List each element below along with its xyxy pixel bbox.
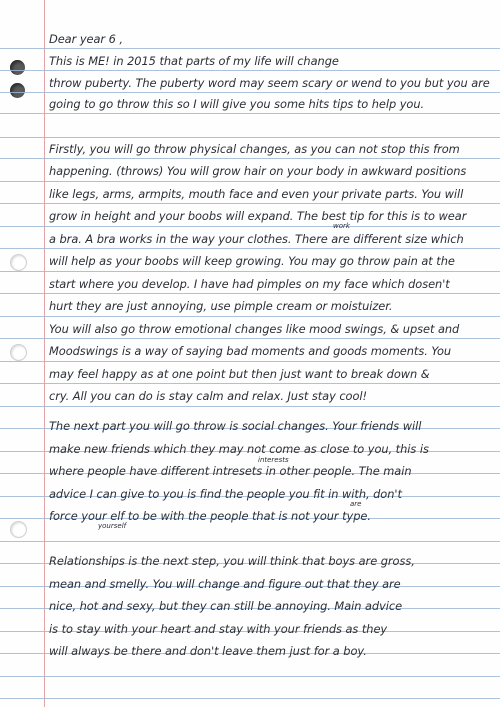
ruled-line <box>0 137 500 138</box>
ruled-line <box>0 226 500 227</box>
ruled-line <box>0 203 500 204</box>
text-line: a bra. A bra works in the way your clothes. There are different size which <box>49 232 464 246</box>
ruled-line <box>0 698 500 699</box>
ruled-line <box>0 113 500 114</box>
text-line: mean and smelly. You will change and figure out that they are <box>49 577 401 591</box>
greeting-line: Dear year 6 , <box>49 32 123 46</box>
ruled-line <box>0 181 500 182</box>
binder-hole <box>10 254 27 271</box>
insertion-note: interests <box>258 456 289 464</box>
text-line: cry. All you can do is stay calm and relax. Just stay cool! <box>49 389 368 403</box>
text-line: is to stay with your heart and stay with your friends as they <box>49 622 388 636</box>
text-line: This is ME! in 2015 that parts of my life will change <box>49 54 339 68</box>
text-line: Firstly, you will go throw physical changes, as you can not stop this from <box>49 142 460 156</box>
text-line: may feel happy as at one point but then just want to break down & <box>49 367 430 381</box>
text-line: start where you develop. I have had pimples on my face which dosen't <box>49 277 450 291</box>
ruled-line <box>0 248 500 249</box>
text-line: Relationships is the next step, you will think that boys are gross, <box>49 554 415 568</box>
text-line: grow in height and your boobs will expand. The best tip for this is to wear <box>49 209 467 223</box>
text-line: make new friends which they may not come as close to you, this is <box>49 442 429 456</box>
binder-hole <box>10 521 27 538</box>
text-line: Moodswings is a way of saying bad moments and goods moments. You <box>49 344 452 358</box>
insertion-note: work <box>333 222 350 230</box>
binder-hole <box>10 83 25 98</box>
ruled-line <box>0 158 500 159</box>
ruled-line <box>0 48 500 49</box>
ruled-line <box>0 338 500 339</box>
ruled-line <box>0 70 500 71</box>
text-line: force your elf to be with the people that is not your type. <box>49 509 371 523</box>
insertion-note: are <box>350 500 362 508</box>
text-line: happening. (throws) You will grow hair on your body in awkward positions <box>49 164 467 178</box>
binder-hole <box>10 344 27 361</box>
ruled-line <box>0 316 500 317</box>
text-line: advice I can give to you is find the people you fit in with, don't <box>49 487 402 501</box>
text-line: will always be there and don't leave them just for a boy. <box>49 644 367 658</box>
ruled-line <box>0 406 500 407</box>
text-line: going to go throw this so I will give you some hits tips to help you. <box>49 97 425 111</box>
ruled-line <box>0 383 500 384</box>
ruled-line <box>0 541 500 542</box>
text-line: hurt they are just annoying, use pimple cream or moistuizer. <box>49 299 393 313</box>
ruled-line <box>0 271 500 272</box>
text-line: like legs, arms, armpits, mouth face and even your private parts. You will <box>49 187 464 201</box>
text-line: where people have different intresets in other people. The main <box>49 464 412 478</box>
ruled-line <box>0 361 500 362</box>
binder-hole <box>10 60 25 75</box>
text-line: You will also go throw emotional changes like mood swings, & upset and <box>49 322 460 336</box>
ruled-line <box>0 676 500 677</box>
insertion-note: yourself <box>98 522 127 530</box>
margin-line <box>44 0 45 707</box>
text-line: throw puberty. The puberty word may seem scary or wend to you but you are <box>49 76 490 90</box>
text-line: The next part you will go throw is social changes. Your friends will <box>49 419 422 433</box>
ruled-line <box>0 293 500 294</box>
text-line: will help as your boobs will keep growing. You may go throw pain at the <box>49 254 455 268</box>
ruled-line <box>0 92 500 93</box>
text-line: nice, hot and sexy, but they can still be annoying. Main advice <box>49 599 403 613</box>
